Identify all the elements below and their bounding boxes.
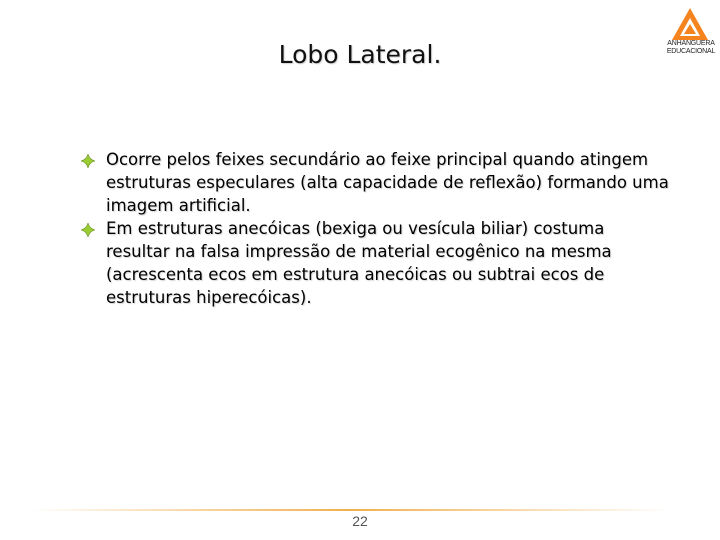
slide-body <box>80 148 670 309</box>
slide-title: Lobo Lateral. <box>278 40 442 69</box>
bullet-item <box>80 148 670 217</box>
bullet-text: Ocorre pelos feixes secundário ao feixe principal quando atingem estruturas especulares (alta capacidade de reflexão) formando uma imagem artificial. <box>106 150 669 215</box>
bullet-item <box>80 217 670 309</box>
footer-divider <box>30 508 670 512</box>
diamond-bullet-icon <box>80 153 96 169</box>
logo-text-line-2: EDUCACIONAL <box>666 48 716 55</box>
diamond-bullet-icon <box>80 222 96 238</box>
bullet-text: Em estruturas anecóicas (bexiga ou vesícula biliar) costuma resultar na falsa impressão de material ecogênico na mesma (acrescenta ecos em estrutura anecóicas ou subtrai ecos de estruturas hiperecóicas). <box>106 219 612 307</box>
page-number: 22 <box>352 513 368 529</box>
logo-text-line-1: ANHANGUERA <box>667 40 715 47</box>
